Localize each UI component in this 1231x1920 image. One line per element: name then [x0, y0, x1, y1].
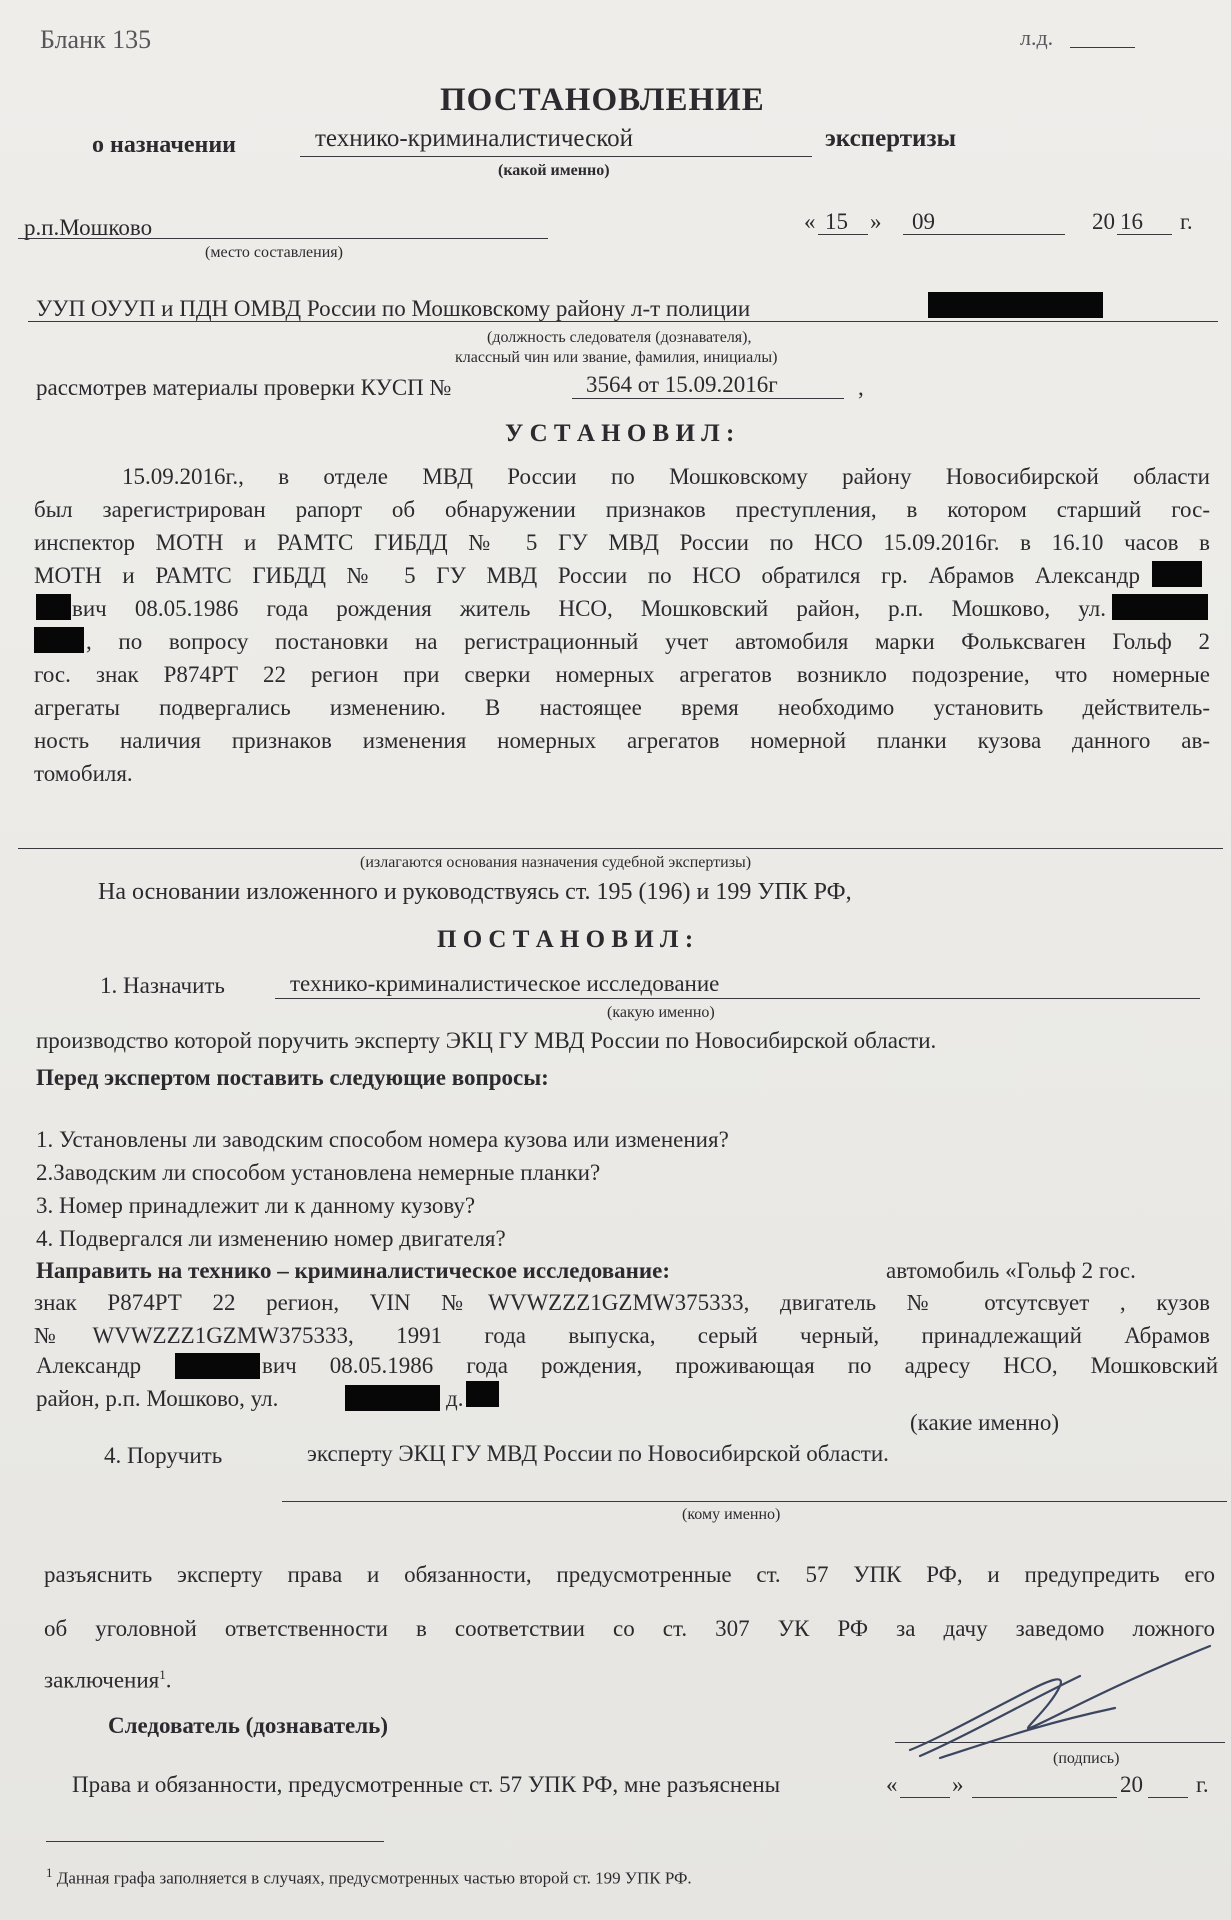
direct-heading: Направить на технико – криминалистическое исследование: [36, 1258, 671, 1283]
subtitle-prefix: о назначении [92, 132, 237, 158]
whom-hint: (кому именно) [682, 1506, 781, 1523]
officer-line [28, 321, 1218, 322]
direct-body [34, 1286, 1210, 1352]
expertise-type: технико-криминалистической [315, 125, 633, 152]
handwritten-signature [880, 1638, 1220, 1778]
established-heading: У С Т А Н О В И Л : [505, 420, 735, 447]
footnote-text: Данная графа заполняется в случаях, предусмотренных частью второй ст. 199 УПК РФ. [56, 1868, 692, 1888]
rights-year-line [1148, 1797, 1188, 1798]
date-year-suffix: г. [1180, 209, 1193, 234]
review-line [572, 398, 844, 399]
established-line: гос. знак Р874РТ 22 регион при сверки номерных агрегатов возникло подозрение, что номерные [34, 662, 1210, 687]
redacted-street [345, 1385, 440, 1411]
date-open-quote: « [804, 209, 816, 234]
resolved-heading: П О С Т А Н О В И Л : [437, 926, 694, 953]
footnote-number: 1 [46, 1865, 53, 1880]
established-line: томобиля. [34, 761, 133, 786]
direct-line: №WVWZZZ1GZMW375333, 1991 года выпуска, серый черный, принадлежащий Абрамов [34, 1323, 1210, 1348]
question-item: 2.Заводским ли способом установлена немерные планки? [36, 1160, 601, 1185]
explain-last-line: заключения$^1$. [44, 1667, 172, 1693]
established-line: ность наличия признаков изменения номерных агрегатов номерной планки кузова данного ав- [34, 728, 1210, 753]
what-hint: (какие именно) [910, 1410, 1059, 1435]
question-item: 3. Номер принадлежит ли к данному кузову? [36, 1193, 476, 1218]
item4-value: эксперту ЭКЦ ГУ МВД России по Новосибирской области. [307, 1441, 889, 1466]
case-sheet-label: л.д. [1020, 25, 1054, 50]
rights-open-quote: « [886, 1772, 898, 1797]
redacted-patronymic [36, 594, 71, 620]
officer-hint-2: классный чин или звание, фамилия, инициалы) [455, 349, 778, 366]
footnote [46, 1862, 692, 1890]
footnote-separator [46, 1841, 384, 1842]
established-line: МОТН и РАМТС ГИБДД № 5 ГУ МВД России по НСО обратился гр. Абрамов Александр [34, 563, 1140, 588]
established-line: был зарегистрирован рапорт об обнаружении признаков преступления, в котором старший гос- [34, 497, 1210, 522]
date-year-prefix: 20 [1092, 209, 1115, 234]
footnote-marker: 1 [159, 1667, 166, 1682]
grounds-hint: (излагаются основания назначения судебной экспертизы) [360, 854, 752, 871]
direct-line: автомобиль «Гольф 2 гос. [886, 1258, 1136, 1283]
place-value: р.п.Мошково [24, 215, 153, 240]
date-day: 15 [825, 209, 848, 234]
case-sheet-line [1070, 47, 1135, 48]
document-title: ПОСТАНОВЛЕНИЕ [440, 82, 765, 118]
rights-day-line [900, 1797, 950, 1798]
investigator-label: Следователь (дознаватель) [108, 1713, 388, 1738]
redacted-patronymic [175, 1353, 260, 1379]
rights-month-line [972, 1797, 1117, 1798]
review-comma: , [858, 375, 864, 400]
expertise-type-line [300, 156, 812, 157]
date-day-line [818, 234, 868, 235]
established-line: вич 08.05.1986 года рождения житель НСО, Мошковский район, р.п. Мошково, ул. [72, 596, 1106, 621]
redacted-house [34, 627, 84, 653]
officer-hint-1: (должность следователя (дознавателя), [487, 329, 752, 346]
direct-line: знак Р874РТ 22 регион, VIN №WVWZZZ1GZMW375333, двигатель № отсутсвует , кузов [34, 1290, 1210, 1315]
blank-number: Бланк 135 [40, 25, 152, 54]
date-year: 16 [1120, 209, 1143, 234]
direct-line: район, р.п. Мошково, ул. [36, 1386, 279, 1411]
place-hint: (место составления) [205, 244, 343, 261]
whom-line [282, 1501, 1227, 1502]
rights-text: Права и обязанности, предусмотренные ст. 57 УПК РФ, мне разъяснены [72, 1772, 781, 1797]
grounds-line [18, 848, 1223, 849]
rights-close-quote: » [952, 1772, 964, 1797]
direct-line: вич 08.05.1986 года рождения, проживающая по адресу НСО, Мошковский [262, 1353, 1218, 1378]
assign-text: производство которой поручить эксперту ЭКЦ ГУ МВД России по Новосибирской области. [36, 1028, 937, 1053]
redacted-officer-name [928, 292, 1103, 318]
place-line [18, 238, 548, 239]
officer-value: УУП ОУУП и ПДН ОМВД России по Мошковскому району л-т полиции [36, 296, 751, 321]
rights-year-prefix: 20 [1120, 1772, 1143, 1797]
item1-value: технико-криминалистическое исследование [290, 971, 720, 996]
date-close-quote: » [870, 209, 882, 234]
direct-line: д. [446, 1386, 464, 1411]
established-line: инспектор МОТН и РАМТС ГИБДД № 5 ГУ МВД России по НСО 15.09.2016г. в 16.10 часов в [34, 530, 1210, 555]
rights-year-suffix: г. [1196, 1772, 1209, 1797]
date-month-line [903, 234, 1065, 235]
date-year-line [1117, 234, 1172, 235]
subtitle-suffix: экспертизы [825, 125, 957, 152]
question-item: 1. Установлены ли заводским способом номера кузова или изменения? [36, 1127, 729, 1152]
basis-text: На основании изложенного и руководствуясь ст. 195 (196) и 199 УПК РФ, [98, 879, 852, 905]
established-line: агрегаты подвергались изменению. В настоящее время необходимо установить действитель- [34, 695, 1210, 720]
item1-hint: (какую именно) [607, 1004, 715, 1021]
review-label: рассмотрев материалы проверки КУСП № [36, 375, 452, 400]
review-value: 3564 от 15.09.2016г [586, 372, 778, 397]
item1-label: 1. Назначить [100, 973, 225, 998]
direct-line: Александр [36, 1353, 142, 1378]
signature-hint: (подпись) [1053, 1750, 1120, 1767]
explain-line: об уголовной ответственности в соответствии со ст. 307 УК РФ за дачу заведомо ложного [44, 1616, 1215, 1641]
redacted-house [466, 1381, 499, 1407]
redacted-patronymic [1152, 561, 1202, 587]
item4-label: 4. Поручить [104, 1443, 223, 1468]
established-line: , по вопросу постановки на регистрационный учет автомобиля марки Фольксваген Гольф 2 [86, 629, 1210, 654]
established-line: 15.09.2016г., в отделе МВД России по Мошковскому району Новосибирской области [122, 464, 1210, 489]
date-month: 09 [912, 209, 935, 234]
established-body [34, 460, 1210, 790]
item1-line [275, 998, 1200, 999]
redacted-street [1112, 594, 1208, 620]
expertise-type-hint: (какой именно) [498, 162, 610, 179]
explain-line: разъяснить эксперту права и обязанности, предусмотренные ст. 57 УПК РФ, и предупредить его [44, 1562, 1215, 1587]
questions-heading: Перед экспертом поставить следующие вопросы: [36, 1065, 549, 1090]
question-item: 4. Подвергался ли изменению номер двигателя? [36, 1226, 506, 1251]
